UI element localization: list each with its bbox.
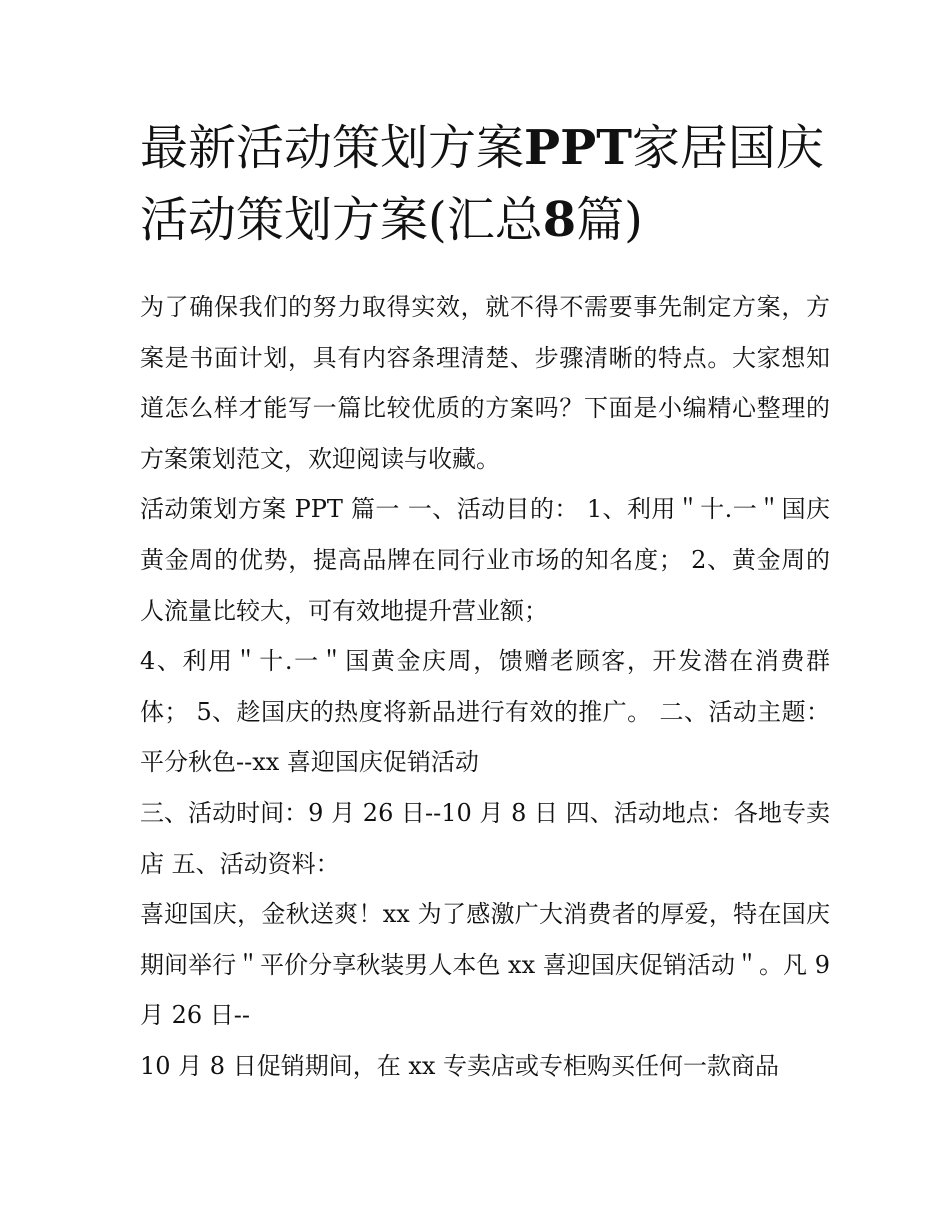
paragraph-content: 喜迎国庆，金秋送爽！xx 为了感激广大消费者的厚爱，特在国庆期间举行＂平价分享秋装男人本色 xx 喜迎国庆促销活动＂。凡 9 月 26 日-- <box>140 900 830 1030</box>
paragraph-theme: 4、利用＂十.一＂国黄金庆周，馈赠老顾客，开发潜在消费群体； 5、趁国庆的热度将新品进行有效的推广。 二、活动主题：平分秋色--xx 喜迎国庆促销活动 <box>140 647 830 777</box>
page-title <box>140 112 830 256</box>
title-text-4: 8 <box>542 192 577 248</box>
title-text-3: 家居国庆活动策划方案(汇总 <box>140 120 824 248</box>
body-text <box>140 282 830 1092</box>
paragraph-purpose: 活动策划方案 PPT 篇一 一、活动目的： 1、利用＂十.一＂国庆黄金周的优势，提高品牌在同行业市场的知名度； 2、黄金周的人流量比较大，可有效地提升营业额； <box>140 495 830 625</box>
title-text-1: 最新活动策划方案 <box>140 120 525 176</box>
title-text-5: 篇) <box>576 192 643 248</box>
title-text-2: PPT <box>524 120 632 176</box>
paragraph-period: 10 月 8 日促销期间，在 xx 专卖店或专柜购买任何一款商品 <box>140 1051 780 1080</box>
paragraph-time-location: 三、活动时间：9 月 26 日--10 月 8 日 四、活动地点：各地专卖店 五、活动资料： <box>140 798 830 878</box>
paragraph-intro: 为了确保我们的努力取得实效，就不得不需要事先制定方案，方案是书面计划，具有内容条理清楚、步骤清晰的特点。大家想知道怎么样才能写一篇比较优质的方案吗？下面是小编精心整理的方案策划范文，欢迎阅读与收藏。 <box>140 293 830 473</box>
